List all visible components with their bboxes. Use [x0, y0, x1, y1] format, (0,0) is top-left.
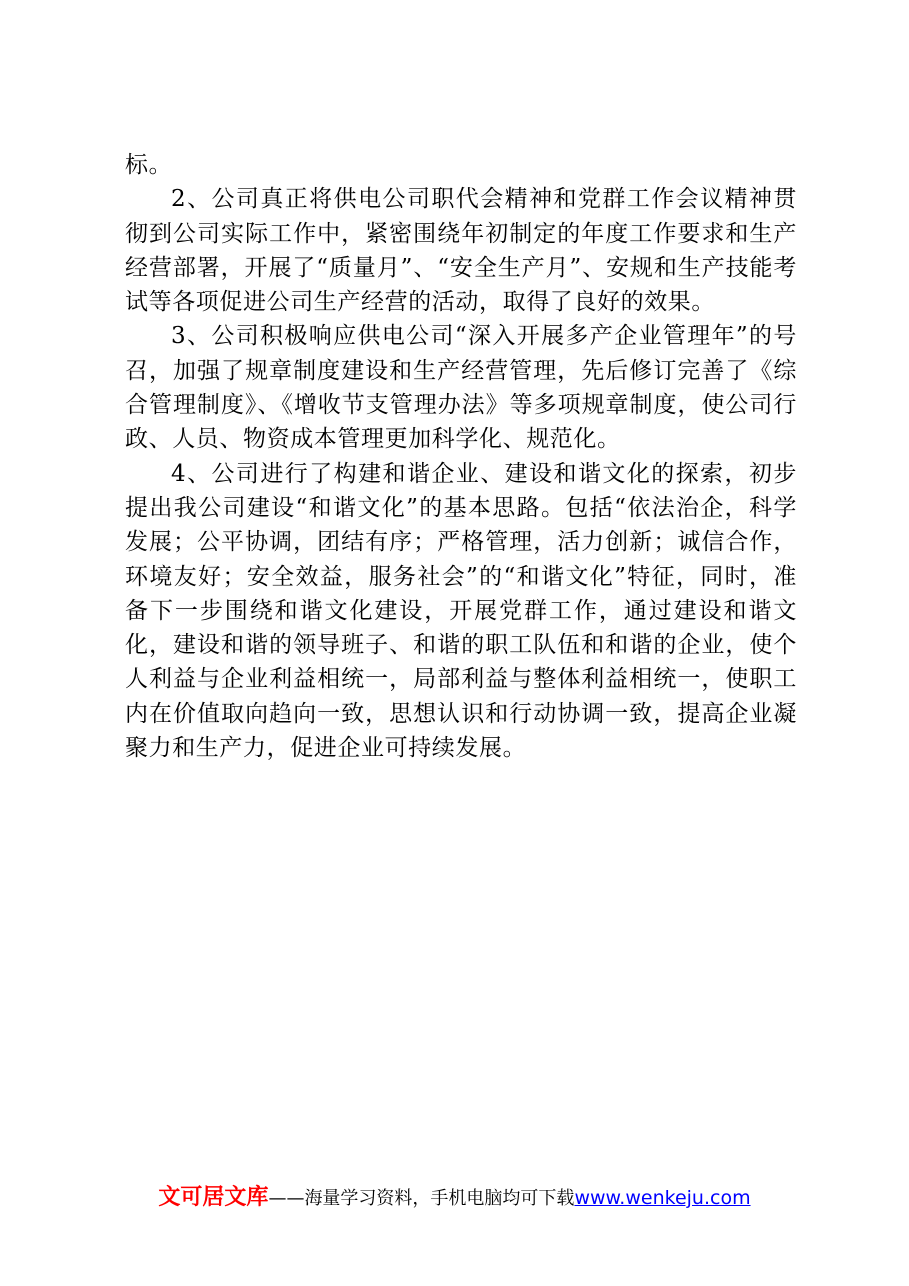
document-body	[125, 148, 797, 765]
paragraph-item-4: 4、公司进行了构建和谐企业、建设和谐文化的探索，初步提出我公司建设“和谐文化”的基本思路。包括“依法治企，科学发展；公平协调，团结有序；严格管理，活力创新；诚信合作，环境友好；安全效益，服务社会”的“和谐文化”特征，同时，准备下一步围绕和谐文化建设，开展党群工作，通过建设和谐文化，建设和谐的领导班子、和谐的职工队伍和和谐的企业，使个人利益与企业利益相统一，局部利益与整体利益相统一，使职工内在价值取向趋向一致，思想认识和行动协调一致，提高企业凝聚力和生产力，促进企业可持续发展。	[125, 460, 797, 762]
footer-brand: 文可居文库	[158, 1185, 269, 1210]
paragraph-continuation: 标。	[125, 152, 173, 178]
footer-banner	[0, 1180, 909, 1211]
footer-link[interactable]: www.wenkeju.com	[574, 1187, 751, 1209]
paragraph-item-3: 3、公司积极响应供电公司“深入开展多产企业管理年”的号召，加强了规章制度建设和生产经营管理，先后修订完善了《综合管理制度》、《增收节支管理办法》等多项规章制度，使公司行政、人员、物资成本管理更加科学化、规范化。	[125, 323, 797, 453]
footer-slogan: ——海量学习资料，手机电脑均可下载	[268, 1188, 575, 1209]
paragraph-item-2: 2、公司真正将供电公司职代会精神和党群工作会议精神贯彻到公司实际工作中，紧密围绕年初制定的年度工作要求和生产经营部署，开展了“质量月”、“安全生产月”、安规和生产技能考试等各项促进公司生产经营的活动，取得了良好的效果。	[125, 186, 797, 316]
